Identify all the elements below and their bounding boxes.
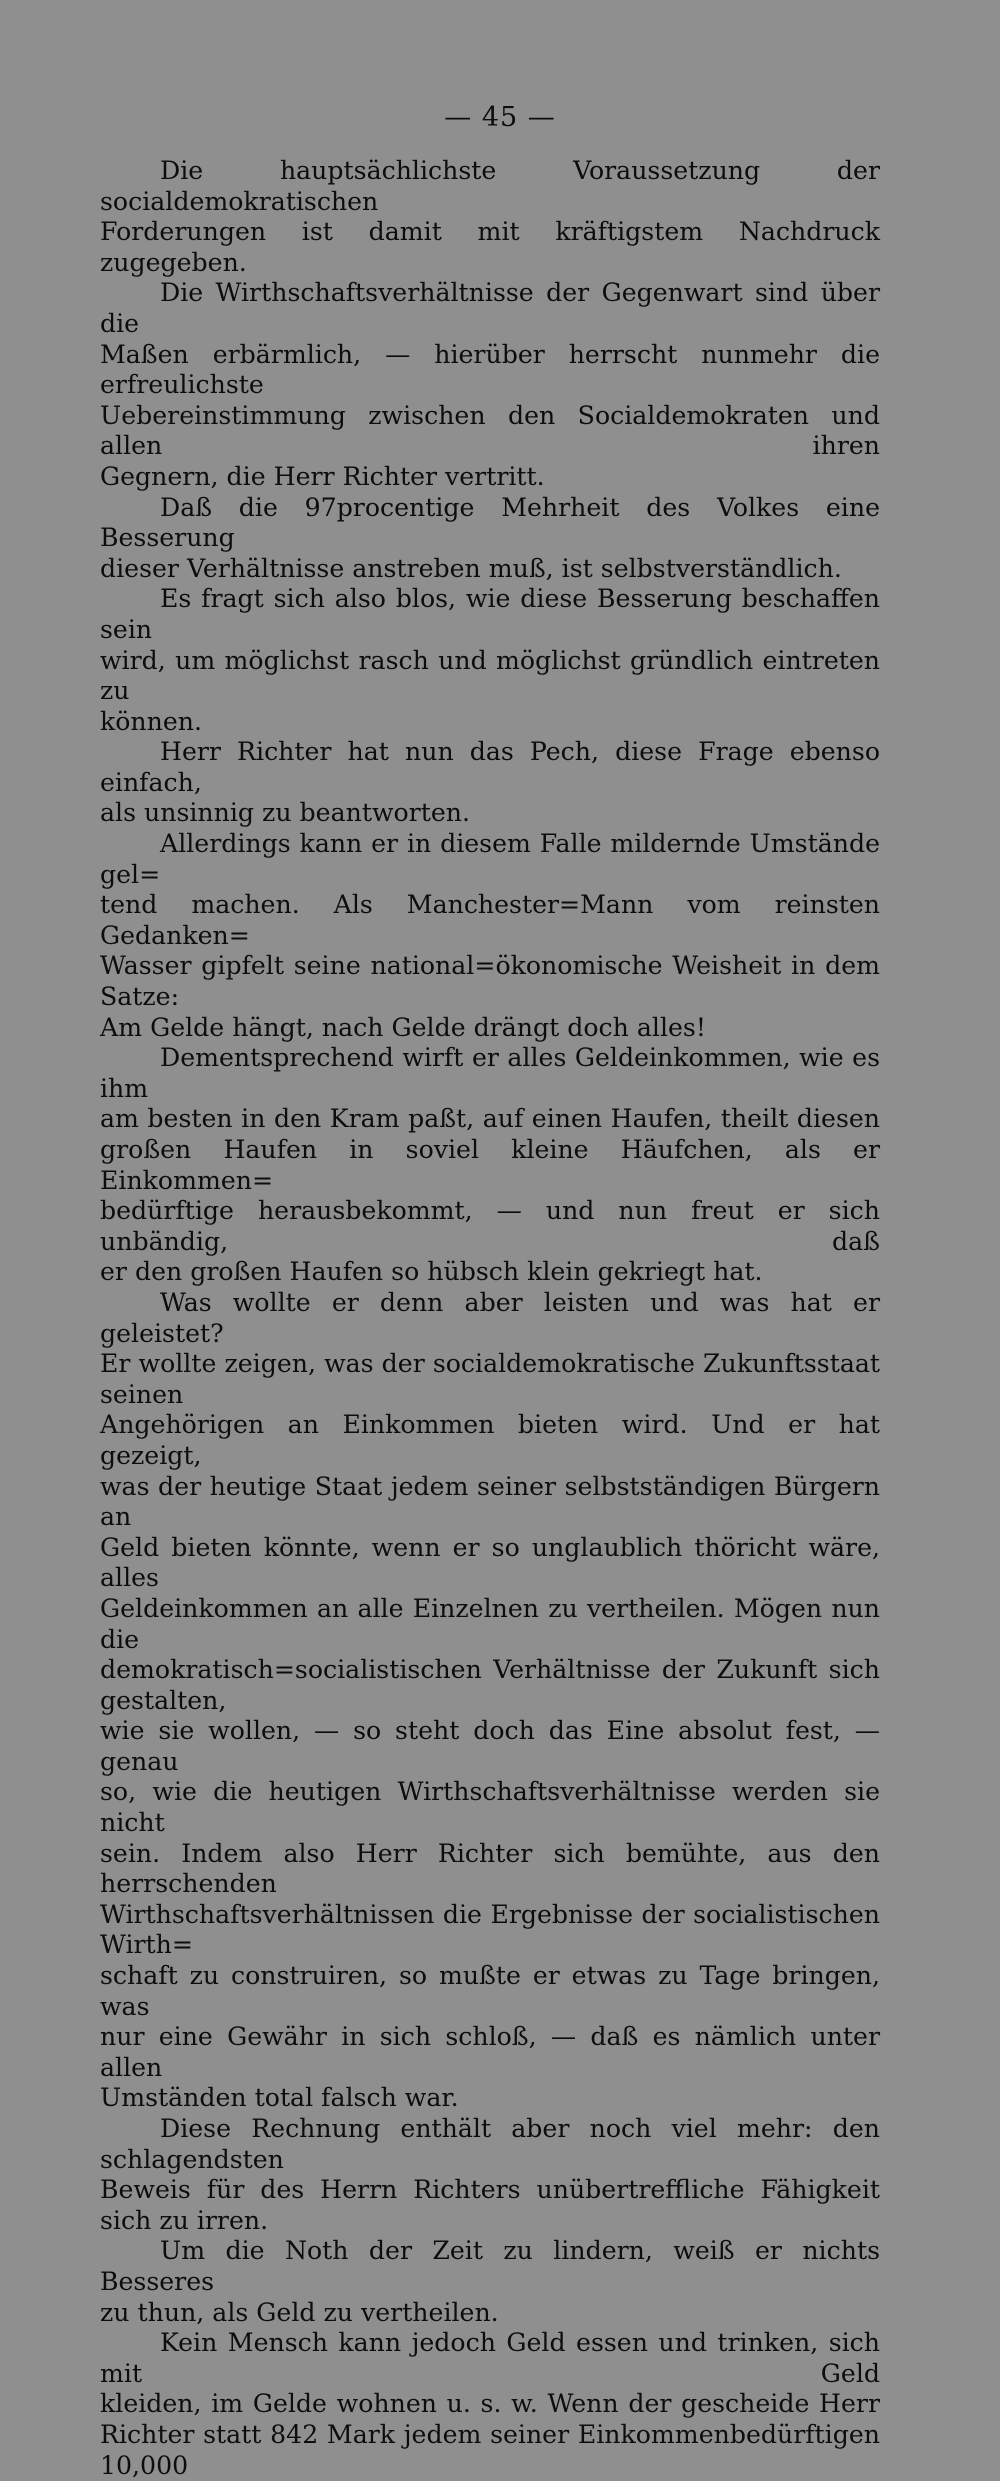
paragraph <box>100 493 880 585</box>
text-line: Geldeinkommen an alle Einzelnen zu vertheilen. Mögen nun die <box>100 1593 880 1654</box>
paragraph <box>100 2114 880 2236</box>
text-line: Am Gelde hängt, nach Gelde drängt doch alles! <box>100 1012 706 1042</box>
text-line: Kein Mensch kann jedoch Geld essen und trinken, sich mit Geld <box>100 2328 880 2388</box>
paragraph <box>100 584 880 737</box>
text-line: am besten in den Kram paßt, auf einen Haufen, theilt diesen <box>100 1104 880 1134</box>
paragraph <box>100 156 880 278</box>
text-line: Geld bieten könnte, wenn er so unglaublich thöricht wäre, alles <box>100 1532 880 1593</box>
text-line: Gegnern, die Herr Richter vertritt. <box>100 461 545 491</box>
text-line: Uebereinstimmung zwischen den Socialdemokraten und allen ihren <box>100 400 880 461</box>
text-line: Daß die 97procentige Mehrheit des Volkes eine Besserung <box>100 492 880 553</box>
text-line: schaft zu construiren, so mußte er etwas zu Tage bringen, was <box>100 1961 880 2021</box>
text-line: Wirthschaftsverhältnissen die Ergebnisse der socialistischen Wirth= <box>100 1899 880 1960</box>
text-line: kleiden, im Gelde wohnen u. s. w. Wenn der gescheide Herr <box>100 2389 880 2419</box>
text-line: Was wollte er denn aber leisten und was hat er geleistet? <box>100 1287 880 1348</box>
text-line: wird, um möglichst rasch und möglichst gründlich eintreten zu <box>100 645 880 706</box>
text-line: sein. Indem also Herr Richter sich bemühte, aus den herrschenden <box>100 1838 880 1899</box>
text-line: zu thun, als Geld zu vertheilen. <box>100 2297 499 2327</box>
text-line: als unsinnig zu beantworten. <box>100 798 470 828</box>
paragraph <box>100 829 880 1043</box>
text-line: dieser Verhältnisse anstreben muß, ist selbstverständlich. <box>100 553 842 583</box>
text-line: was der heutige Staat jedem seiner selbstständigen Bürgern an <box>100 1471 880 1532</box>
text-line: demokratisch=socialistischen Verhältnisse der Zukunft sich gestalten, <box>100 1655 880 1715</box>
text-line: Wasser gipfelt seine national=ökonomische Weisheit in dem Satze: <box>100 951 880 1012</box>
text-line: Es fragt sich also blos, wie diese Besserung beschaffen sein <box>100 584 880 644</box>
text-line: bedürftige herausbekommt, — und nun freut er sich unbändig, daß <box>100 1196 880 1256</box>
text-line: er den großen Haufen so hübsch klein gekriegt hat. <box>100 1257 763 1287</box>
text-line: Allerdings kann er in diesem Falle mildernde Umstände gel= <box>100 829 880 889</box>
page-number: — 45 — <box>444 102 556 133</box>
text-line: Maßen erbärmlich, — hierüber herrscht nunmehr die erfreulichste <box>100 339 880 400</box>
paragraph <box>100 1288 880 2114</box>
text-line: wie sie wollen, — so steht doch das Eine absolut fest, — genau <box>100 1716 880 1776</box>
body-text <box>100 156 880 2481</box>
text-line: Richter statt 842 Mark jedem seiner Einkommenbedürftigen 10,000 <box>100 2419 880 2480</box>
text-line: Dementsprechend wirft er alles Geldeinkommen, wie es ihm <box>100 1043 880 1103</box>
text-line: Um die Noth der Zeit zu lindern, weiß er nichts Besseres <box>100 2236 880 2296</box>
paragraph <box>100 2328 880 2481</box>
text-line: tend machen. Als Manchester=Mann vom reinsten Gedanken= <box>100 890 880 950</box>
text-line: so, wie die heutigen Wirthschaftsverhältnisse werden sie nicht <box>100 1777 880 1838</box>
paragraph <box>100 737 880 829</box>
text-line: großen Haufen in soviel kleine Häufchen, als er Einkommen= <box>100 1135 880 1195</box>
text-line: Er wollte zeigen, was der socialdemokratische Zukunftsstaat seinen <box>100 1349 880 1409</box>
text-line: Diese Rechnung enthält aber noch viel mehr: den schlagendsten <box>100 2114 880 2174</box>
text-line: Angehörigen an Einkommen bieten wird. Und er hat gezeigt, <box>100 1410 880 1470</box>
paragraph <box>100 1043 880 1288</box>
text-line: Die Wirthschaftsverhältnisse der Gegenwart sind über die <box>100 278 880 338</box>
text-line: Umständen total falsch war. <box>100 2083 459 2113</box>
text-line: Die hauptsächlichste Voraussetzung der socialdemokratischen <box>100 156 880 216</box>
paragraph <box>100 2236 880 2328</box>
text-line: Forderungen ist damit mit kräftigstem Nachdruck zugegeben. <box>100 217 880 277</box>
text-line: Herr Richter hat nun das Pech, diese Frage ebenso einfach, <box>100 737 880 797</box>
text-line: können. <box>100 706 203 736</box>
paragraph <box>100 278 880 492</box>
text-line: nur eine Gewähr in sich schloß, — daß es nämlich unter allen <box>100 2022 880 2082</box>
text-line: Beweis für des Herrn Richters unübertreffliche Fähigkeit sich zu irren. <box>100 2175 880 2235</box>
